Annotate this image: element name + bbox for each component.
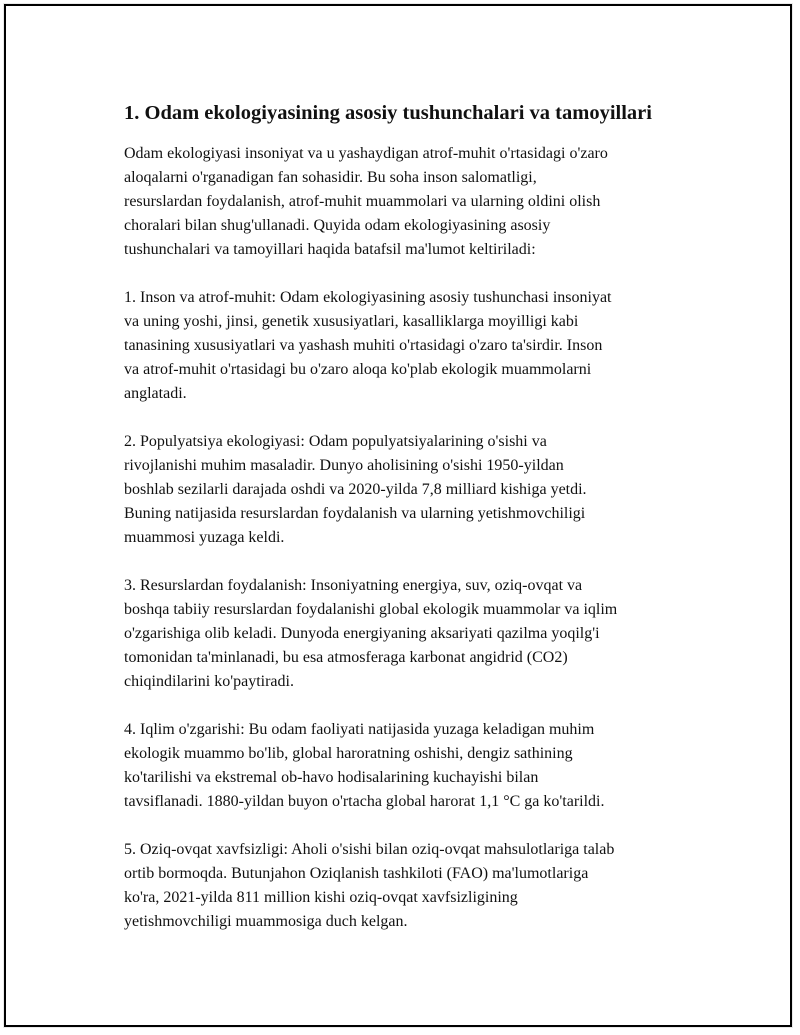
- text-line: 1. Inson va atrof-muhit: Odam ekologiyasining asosiy tushunchasi insoniyat: [124, 289, 612, 306]
- text-line: va uning yoshi, jinsi, genetik xususiyatlari, kasalliklarga moyilligi kabi: [124, 313, 579, 330]
- document-title: 1. Odam ekologiyasining asosiy tushunchalari va tamoyillari: [124, 102, 652, 124]
- document-body: [124, 98, 704, 958]
- text-line: 3. Resurslardan foydalanish: Insoniyatning energiya, suv, oziq-ovqat va: [124, 577, 583, 594]
- text-line: chiqindilarini ko'paytiradi.: [124, 673, 294, 690]
- text-line: tushunchalari va tamoyillari haqida batafsil ma'lumot keltiriladi:: [124, 241, 536, 258]
- text-line: va atrof-muhit o'rtasidagi bu o'zaro aloqa ko'plab ekologik muammolarni: [124, 361, 592, 378]
- text-line: choralari bilan shug'ullanadi. Quyida odam ekologiyasining asosiy: [124, 217, 551, 234]
- text-line: ekologik muammo bo'lib, global haroratning oshishi, dengiz sathining: [124, 745, 573, 762]
- text-line: ko'tarilishi va ekstremal ob-havo hodisalarining kuchayishi bilan: [124, 769, 539, 786]
- text-line: anglatadi.: [124, 385, 187, 402]
- paragraph-item-4: [124, 718, 704, 814]
- text-line: tavsiflanadi. 1880-yildan buyon o'rtacha global harorat 1,1 °C ga ko'tarildi.: [124, 793, 605, 810]
- text-line: tanasining xususiyatlari va yashash muhiti o'rtasidagi o'zaro ta'sirdir. Inson: [124, 337, 603, 354]
- text-line: o'zgarishiga olib keladi. Dunyoda energiyaning aksariyati qazilma yoqilg'i: [124, 625, 600, 642]
- text-line: boshqa tabiiy resurslardan foydalanishi global ekologik muammolar va iqlim: [124, 601, 618, 618]
- text-line: aloqalarni o'rganadigan fan sohasidir. Bu soha inson salomatligi,: [124, 169, 537, 186]
- text-line: yetishmovchiligi muammosiga duch kelgan.: [124, 913, 408, 930]
- text-line: boshlab sezilarli darajada oshdi va 2020-yilda 7,8 milliard kishiga yetdi.: [124, 481, 587, 498]
- text-line: muammosi yuzaga keldi.: [124, 529, 285, 546]
- text-line: Odam ekologiyasi insoniyat va u yashaydigan atrof-muhit o'rtasidagi o'zaro: [124, 145, 608, 162]
- text-line: Buning natijasida resurslardan foydalanish va ularning yetishmovchiligi: [124, 505, 586, 522]
- text-line: rivojlanishi muhim masaladir. Dunyo aholisining o'sishi 1950-yildan: [124, 457, 564, 474]
- text-line: resurslardan foydalanish, atrof-muhit muammolari va ularning oldini olish: [124, 193, 601, 210]
- text-line: 2. Populyatsiya ekologiyasi: Odam populyatsiyalarining o'sishi va: [124, 433, 547, 450]
- paragraph-intro: [124, 142, 704, 262]
- text-line: ortib bormoqda. Butunjahon Oziqlanish tashkiloti (FAO) ma'lumotlariga: [124, 865, 589, 882]
- paragraph-item-2: [124, 430, 704, 550]
- text-line: 5. Oziq-ovqat xavfsizligi: Aholi o'sishi bilan oziq-ovqat mahsulotlariga talab: [124, 841, 615, 858]
- text-line: 4. Iqlim o'zgarishi: Bu odam faoliyati natijasida yuzaga keladigan muhim: [124, 721, 595, 738]
- paragraph-item-5: [124, 838, 704, 934]
- page-frame: [4, 4, 792, 1027]
- paragraph-item-3: [124, 574, 704, 694]
- paragraph-item-1: [124, 286, 704, 406]
- text-line: tomonidan ta'minlanadi, bu esa atmosferaga karbonat angidrid (CO2): [124, 649, 568, 666]
- text-line: ko'ra, 2021-yilda 811 million kishi oziq-ovqat xavfsizligining: [124, 889, 518, 906]
